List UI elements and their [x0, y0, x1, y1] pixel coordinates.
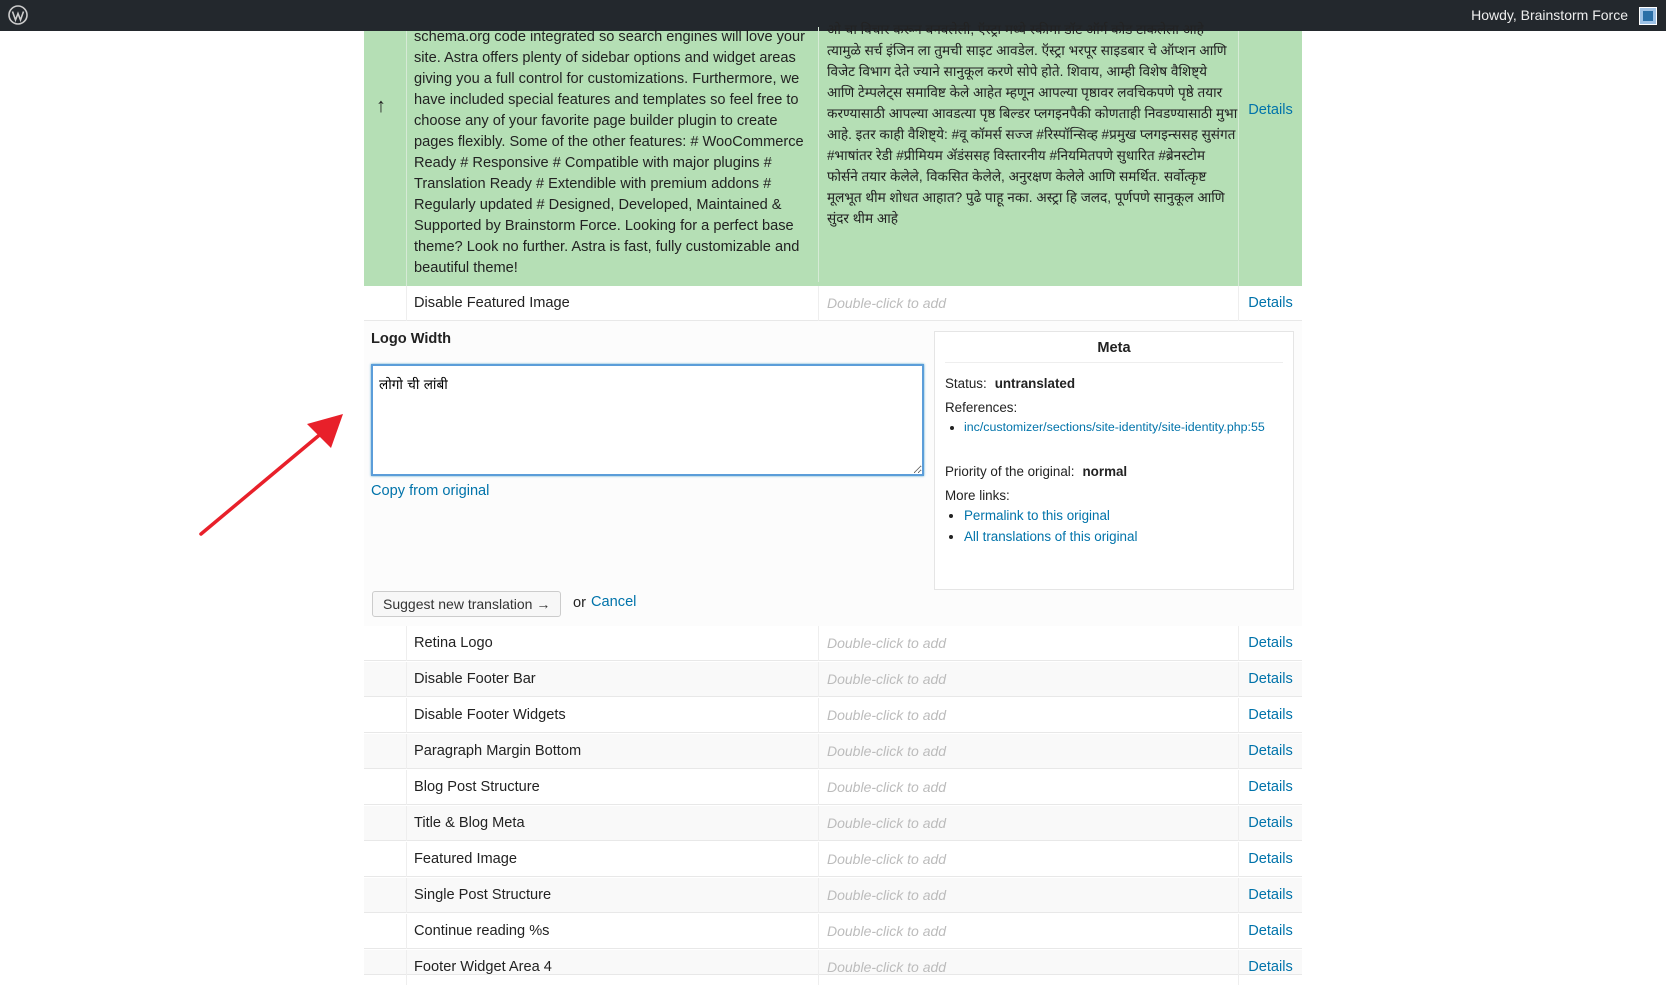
original-text: Retina Logo	[406, 626, 819, 661]
cancel-link[interactable]: Cancel	[591, 594, 637, 610]
details-link[interactable]: Details	[1248, 923, 1293, 939]
details-cell	[1239, 626, 1302, 661]
details-link[interactable]: Details	[1248, 707, 1293, 723]
translation-placeholder[interactable]: Double-click to add	[819, 770, 1239, 805]
translation-placeholder[interactable]: Double-click to add	[819, 286, 1239, 321]
more-link-item	[964, 526, 1137, 547]
priority-cell	[364, 734, 407, 769]
priority-cell	[364, 662, 407, 697]
table-row[interactable]	[364, 950, 1302, 975]
original-text: Title & Blog Meta	[406, 806, 819, 841]
priority-cell	[364, 286, 407, 321]
details-link[interactable]: Details	[1248, 959, 1293, 975]
copy-from-original-link[interactable]: Copy from original	[371, 483, 490, 499]
priority-high-icon: ↑	[376, 95, 386, 117]
original-text: Footer Widget Area 4	[406, 950, 819, 985]
reference-link[interactable]: inc/customizer/sections/site-identity/site-identity.php:55	[964, 420, 1265, 434]
priority-cell	[364, 770, 407, 805]
details-link[interactable]: Details	[1248, 295, 1293, 311]
priority-cell	[364, 950, 407, 985]
wordpress-logo-icon[interactable]	[8, 5, 28, 25]
details-link[interactable]: Details	[1248, 635, 1293, 651]
details-cell	[1239, 734, 1302, 769]
details-cell	[1239, 950, 1302, 985]
original-text: Blog Post Structure	[406, 770, 819, 805]
table-row[interactable]	[364, 626, 1302, 661]
references-label: References:	[945, 400, 1018, 415]
table-row[interactable]	[364, 286, 1302, 321]
priority-cell	[364, 31, 407, 286]
table-row[interactable]	[364, 842, 1302, 877]
translation-placeholder[interactable]: Double-click to add	[819, 662, 1239, 697]
details-cell	[1239, 31, 1302, 286]
translated-row[interactable]	[364, 22, 1302, 286]
details-cell	[1239, 662, 1302, 697]
table-row[interactable]	[364, 914, 1302, 949]
reference-item	[964, 417, 1265, 438]
priority-cell	[364, 842, 407, 877]
table-row[interactable]	[364, 878, 1302, 913]
details-link[interactable]: Details	[1248, 779, 1293, 795]
details-link[interactable]: Details	[1248, 887, 1293, 903]
translation-placeholder[interactable]: Double-click to add	[819, 878, 1239, 913]
original-text: Featured Image	[406, 842, 819, 877]
status-value: untranslated	[994, 376, 1076, 391]
original-text: Single Post Structure	[406, 878, 819, 913]
translation-placeholder[interactable]: Double-click to add	[819, 626, 1239, 661]
more-links-label: More links:	[945, 488, 1010, 503]
priority-cell	[364, 626, 407, 661]
priority-label: Priority of the original:	[945, 464, 1075, 479]
table-row[interactable]	[364, 698, 1302, 733]
priority-line	[945, 464, 1127, 479]
user-avatar-icon[interactable]	[1639, 7, 1657, 25]
editor-original-title: Logo Width	[371, 331, 452, 347]
translation-placeholder[interactable]: Double-click to add	[819, 842, 1239, 877]
details-link[interactable]: Details	[1248, 102, 1293, 118]
details-cell	[1239, 770, 1302, 805]
more-links-list	[945, 505, 1137, 547]
original-text: schema.org code integrated so search engines will love your site. Astra offers plenty of sidebar options and widget areas giving you a full control for customizations. Furthermore, we have included special features and templates so feel free to choose any of your favorite page builder plugin to create pages flexibly. Some of the other features: # WooCommerce Ready # Responsive # Compatible with major plugins # Translation Ready # Extendible with premium addons # Regularly updated # Designed, Developed, Maintained & Supported by Brainstorm Force. Looking for a perfect base theme? Look no further. Astra is fast, fully customizable and beautiful theme!	[406, 27, 819, 282]
original-text: Disable Footer Widgets	[406, 698, 819, 733]
permalink-link[interactable]: Permalink to this original	[964, 508, 1110, 523]
translation-placeholder[interactable]: Double-click to add	[819, 698, 1239, 733]
or-label: or	[573, 595, 586, 611]
details-cell	[1239, 914, 1302, 949]
priority-value: normal	[1082, 464, 1128, 479]
status-line	[945, 376, 1075, 391]
howdy-user-menu[interactable]: Howdy, Brainstorm Force	[1471, 7, 1628, 23]
translation-editor	[364, 321, 1302, 627]
priority-cell	[364, 806, 407, 841]
more-link-item	[964, 505, 1137, 526]
table-row[interactable]	[364, 734, 1302, 769]
table-row[interactable]	[364, 806, 1302, 841]
red-arrow-icon	[195, 410, 355, 540]
details-link[interactable]: Details	[1248, 815, 1293, 831]
translation-text[interactable]: ओ चा विचार करून बनवलेली, ऍस्ट्रा मध्ये स्कीमा डॉट ऑर्ग कोड टाकलेला आहे त्यामुळे सर्च इंजिन ला तुमची साइट आवडेल. ऍस्ट्रा भरपूर साइडबार चे ऑप्शन आणि विजेट विभाग देते ज्याने सानुकूल करणे सोपे होते. शिवाय, आम्ही विशेष वैशिष्ट्ये आणि टेम्पलेट्स समाविष्ट केले आहेत म्हणून आपल्या पृष्ठावर लवचिकपणे पृष्ठे तयार करण्यासाठी आपल्या आवडत्या पृष्ठ बिल्डर प्लगइनपैकी कोणताही निवडण्यासाठी मुभा आहे. इतर काही वैशिष्ट्ये: #वू कॉमर्स सज्ज #रिस्पॉन्सिव्ह #प्रमुख प्लगइन्ससह सुसंगत #भाषांतर रेडी #प्रीमियम ॲडंससह विस्तारनीय #नियमितपणे सुधारित #ब्रेनस्टोम फोर्सने तयार केलेले, विकसित केलेले, अनुरक्षण केलेले आणि समर्थित. सर्वोत्कृष्ट मूलभूत थीम शोधत आहात? पुढे पाहू नका. अस्ट्रा हि जलद, पूर्णपणे सानुकूल आणि सुंदर थीम आहे	[819, 31, 1239, 286]
details-cell	[1239, 698, 1302, 733]
suggest-translation-button[interactable]: Suggest new translation →	[372, 591, 561, 617]
references-list	[945, 417, 1265, 438]
priority-cell	[364, 914, 407, 949]
table-row[interactable]	[364, 662, 1302, 697]
translation-placeholder[interactable]: Double-click to add	[819, 806, 1239, 841]
priority-cell	[364, 878, 407, 913]
details-cell	[1239, 878, 1302, 913]
meta-panel	[934, 331, 1294, 590]
details-link[interactable]: Details	[1248, 671, 1293, 687]
original-text: Continue reading %s	[406, 914, 819, 949]
details-cell	[1239, 842, 1302, 877]
details-cell	[1239, 806, 1302, 841]
translation-textarea[interactable]	[371, 364, 924, 476]
original-text: Paragraph Margin Bottom	[406, 734, 819, 769]
all-translations-link[interactable]: All translations of this original	[964, 529, 1138, 544]
table-row[interactable]	[364, 770, 1302, 805]
priority-cell	[364, 698, 407, 733]
original-text: Disable Featured Image	[406, 286, 819, 321]
details-cell	[1239, 286, 1302, 321]
status-label: Status:	[945, 376, 987, 391]
original-text: Disable Footer Bar	[406, 662, 819, 697]
translation-placeholder[interactable]: Double-click to add	[819, 950, 1239, 985]
translation-placeholder[interactable]: Double-click to add	[819, 914, 1239, 949]
translation-placeholder[interactable]: Double-click to add	[819, 734, 1239, 769]
details-link[interactable]: Details	[1248, 743, 1293, 759]
details-link[interactable]: Details	[1248, 851, 1293, 867]
meta-title: Meta	[945, 340, 1283, 363]
